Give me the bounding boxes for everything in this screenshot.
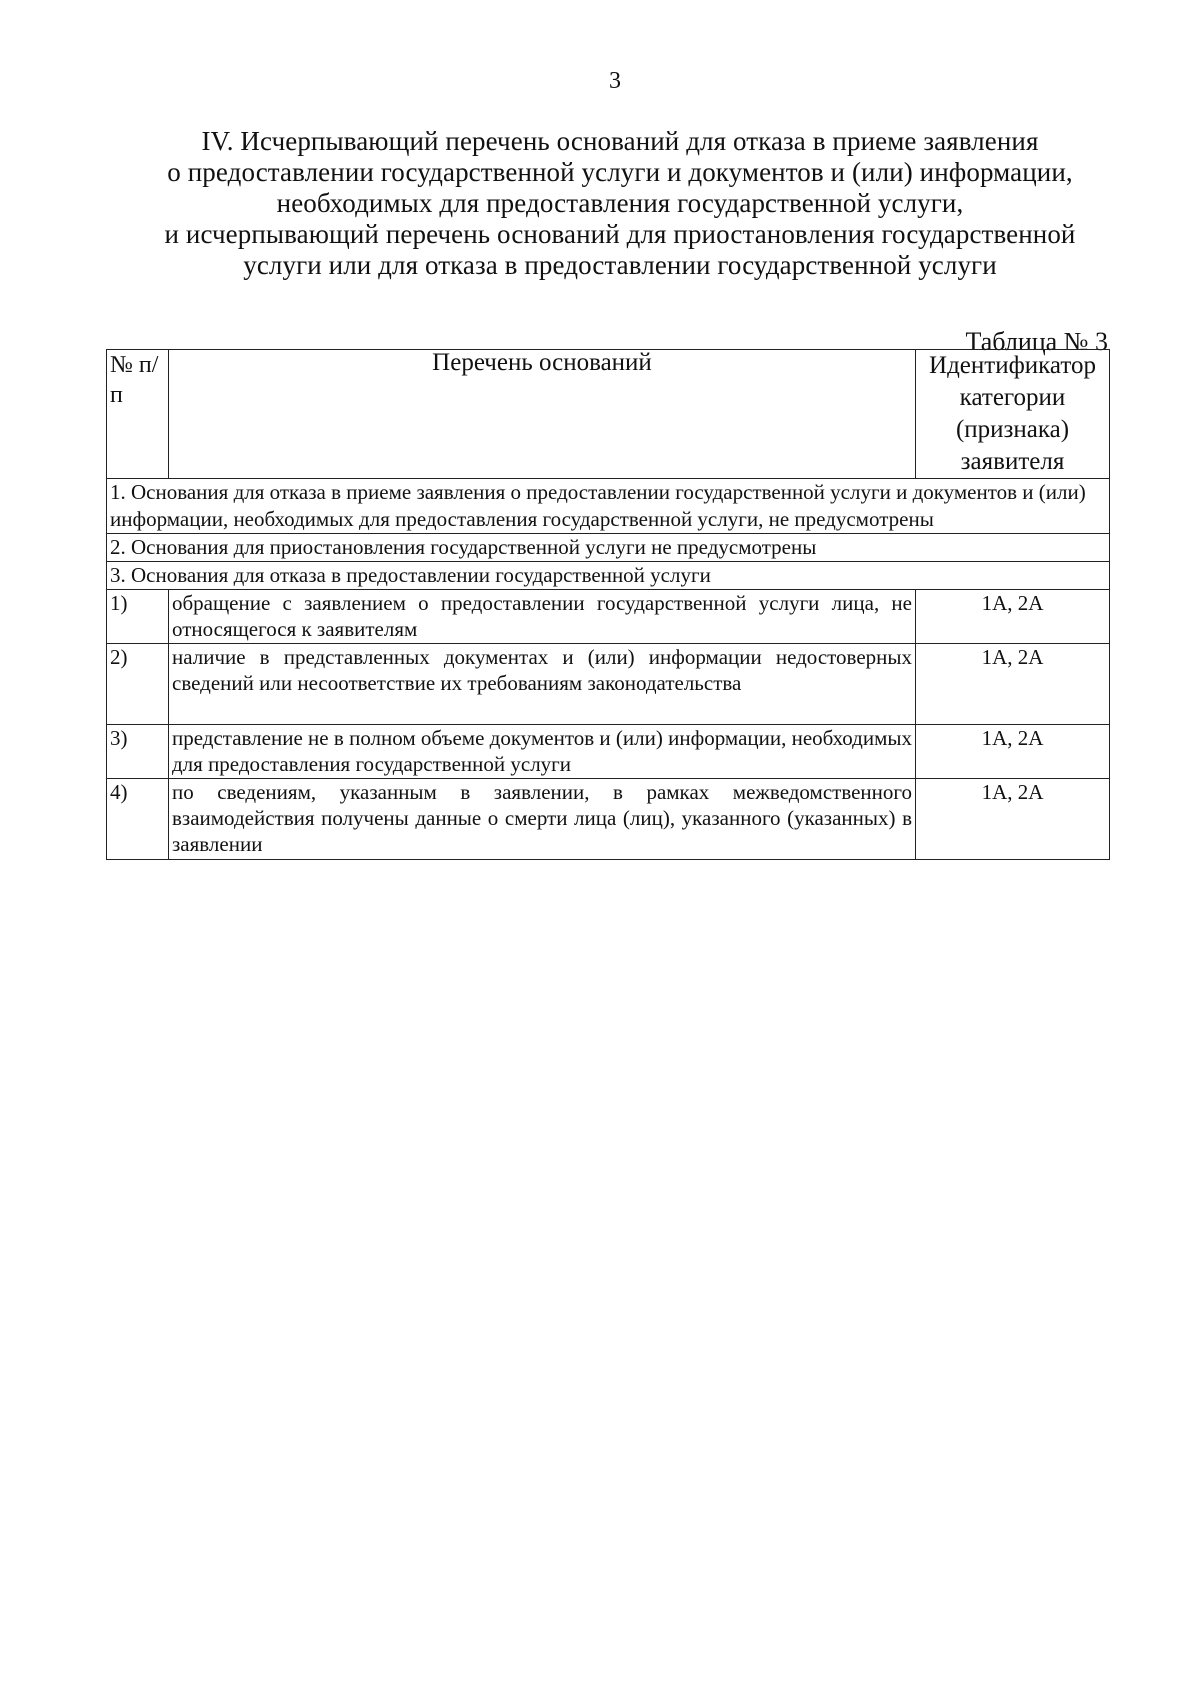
header-list: Перечень оснований [169,350,916,479]
page-number: 3 [609,68,621,94]
row-text: по сведениям, указанным в заявлении, в рамках межведомственного взаимодействия получены данные о смерти лица (лиц), указанного (указанных) в заявлении [169,779,916,860]
table-header-row [107,350,1110,479]
table-row [107,644,1110,725]
row-text: обращение с заявлением о предоставлении государственной услуги лица, не относящегося к заявителям [169,590,916,644]
section-text: 1. Основания для отказа в приеме заявления о предоставлении государственной услуги и документов и (или) информации, необходимых для предоставления государственной услуги, не предусмотрены [107,479,1110,534]
table-row [107,779,1110,860]
row-number: 4) [107,779,169,860]
row-applicant-id: 1А, 2А [916,590,1110,644]
row-applicant-id: 1А, 2А [916,644,1110,725]
heading-line: о предоставлении государственной услуги и документов и (или) информации, [167,157,1073,187]
row-applicant-id: 1А, 2А [916,725,1110,779]
row-text: наличие в представленных документах и (или) информации недостоверных сведений или несоответствие их требованиям законодательства [169,644,916,725]
section-text: 2. Основания для приостановления государственной услуги не предусмотрены [107,534,1110,562]
row-number: 1) [107,590,169,644]
row-number: 2) [107,644,169,725]
header-applicant-id: Идентификатор категории (признака) заявителя [916,350,1110,479]
heading-line: услуги или для отказа в предоставлении государственной услуги [243,250,997,280]
section-row [107,479,1110,534]
heading-line: и исчерпывающий перечень оснований для приостановления государственной [164,219,1076,249]
table-row [107,725,1110,779]
grounds-table [106,349,1110,860]
heading-line: IV. Исчерпывающий перечень оснований для отказа в приеме заявления [201,126,1039,156]
section-heading [120,126,1120,281]
section-row [107,534,1110,562]
row-number: 3) [107,725,169,779]
heading-line: необходимых для предоставления государственной услуги, [276,188,964,218]
table-row [107,590,1110,644]
section-row [107,562,1110,590]
table-caption: Таблица № 3 [965,327,1108,356]
row-applicant-id: 1А, 2А [916,779,1110,860]
row-text: представление не в полном объеме документов и (или) информации, необходимых для предоставления государственной услуги [169,725,916,779]
section-text: 3. Основания для отказа в предоставлении государственной услуги [107,562,1110,590]
header-num: № п/п [107,350,169,479]
